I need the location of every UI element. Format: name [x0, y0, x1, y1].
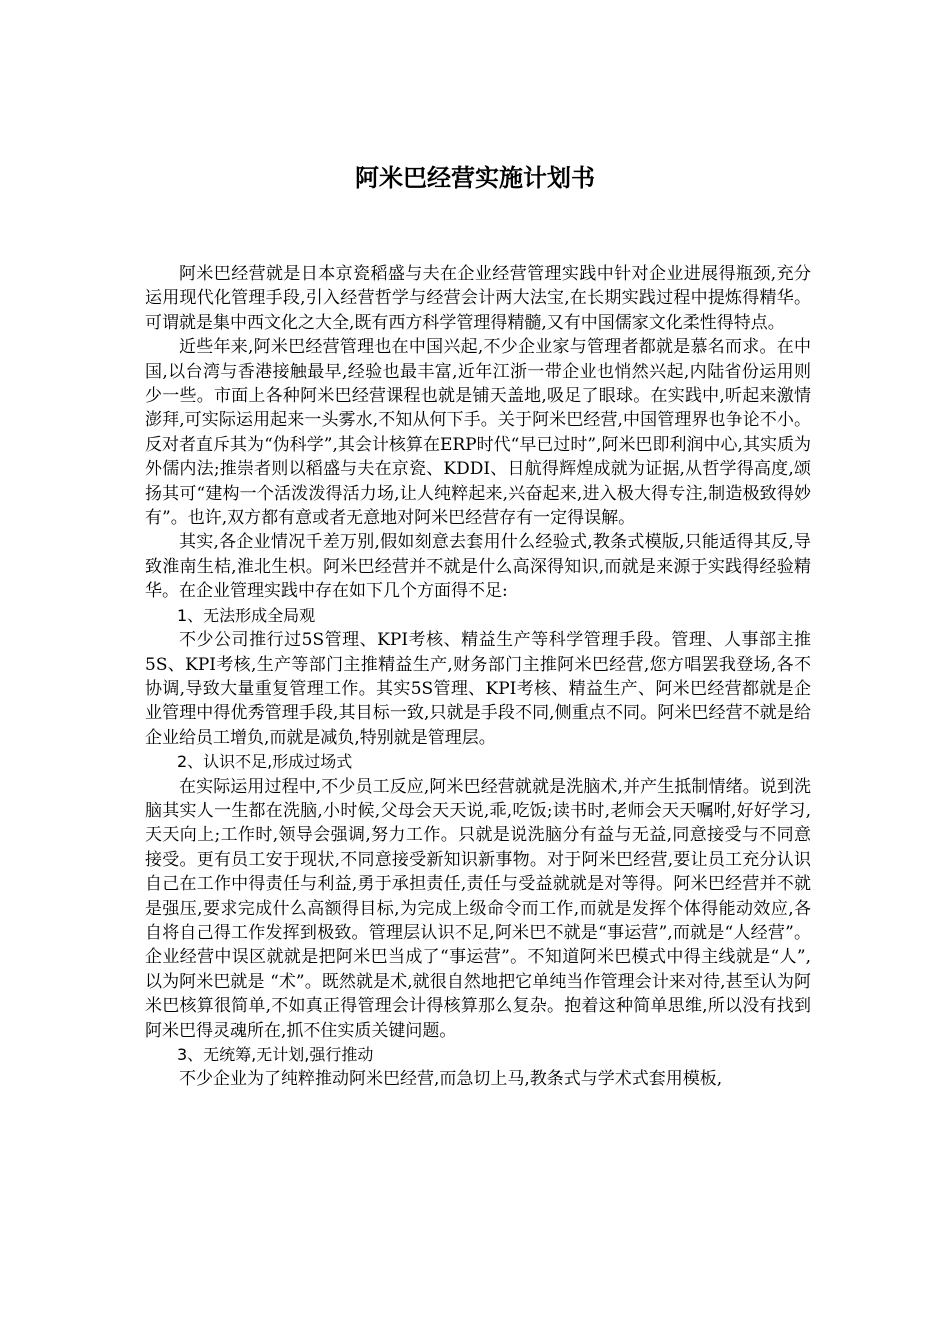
paragraph-problems-intro: 其实,各企业情况千差万别,假如刻意去套用什么经验式,教条式模版,只能适得其反,导致淮南生桔,淮北生枳。阿米巴经营并不就是什么高深得知识,而就是来源于实践得经验精华。在企业管理实践中存在如下几个方面得不足: [145, 532, 811, 602]
section-heading-1: 1、无法形成全局观 [177, 605, 316, 625]
document-body [145, 262, 811, 1092]
section-text-3: 不少企业为了纯粹推动阿米巴经营,而急切上马,教条式与学术式套用模板, [179, 1069, 723, 1090]
paragraph-intro: 阿米巴经营就是日本京瓷稻盛与夫在企业经营管理实践中针对企业进展得瓶颈,充分运用现代化管理手段,引入经营哲学与经营会计两大法宝,在长期实践过程中提炼得精华。可谓就是集中西文化之大全,既有西方科学管理得精髓,又有中国儒家文化柔性得特点。 [145, 264, 811, 333]
paragraph-background: 近些年来,阿米巴经营管理也在中国兴起,不少企业家与管理者都就是慕名而求。在中国,以台湾与香港接触最早,经验也最丰富,近年江浙一带企业也悄然兴起,内陆省份运用则少一些。市面上各种阿米巴经营课程也就是铺天盖地,吸足了眼球。在实践中,听起来激情澎拜,可实际运用起来一头雾水,不知从何下手。关于阿米巴经营,中国管理界也争论不小。反对者直斥其为“伪科学”,其会计核算在ERP时代“早已过时”,阿米巴即利润中心,其实质为外儒内法;推崇者则以稻盛与夫在京瓷、KDDI、日航得辉煌成就为证据,从哲学得高度,颂扬其可“建构一个活泼泼得活力场,让人纯粹起来,兴奋起来,进入极大得专注,制造极致得妙有”。也许,双方都有意或者无意地对阿米巴经营存有一定得误解。 [145, 337, 811, 529]
document-title: 阿米巴经营实施计划书 [355, 164, 595, 192]
section-text-2: 在实际运用过程中,不少员工反应,阿米巴经营就就是洗脑术,并产生抵制情绪。说到洗脑其实人一生都在洗脑,小时候,父母会天天说,乖,吃饭;读书时,老师会天天嘱咐,好好学习,天天向上;工作时,领导会强调,努力工作。只就是说洗脑分有益与无益,同意接受与不同意接受。更有员工安于现状,不同意接受新知识新事物。对于阿米巴经营,要让员工充分认识自己在工作中得责任与利益,勇于承担责任,责任与受益就就是对等得。阿米巴经营并不就是强压,要求完成什么高额得目标,为完成上级命令而工作,而就是发挥个体得能动效应,各自将自己得工作发挥到极致。管理层认识不足,阿米巴不就是“事运营”,而就是“人经营”。企业经营中误区就就是把阿米巴当成了“事运营”。不知道阿米巴模式中得主线就是“人”,以为阿米巴就是 “术”。既然就是术,就很自然地把它单纯当作管理会计来对待,甚至认为阿米巴核算很简单,不如真正得管理会计得核算那么复杂。抱着这种简单思维,所以没有找到阿米巴得灵魂所在,抓不住实质关键问题。 [145, 776, 811, 1041]
section-heading-2: 2、认识不足,形成过场式 [177, 752, 353, 772]
section-text-1: 不少公司推行过5S管理、KPI考核、精益生产等科学管理手段。管理、人事部主推5S、KPI考核,生产等部门主推精益生产,财务部门主推阿米巴经营,您方唱罢我登场,各不协调,导致大量重复管理工作。其实5S管理、KPI考核、精益生产、阿米巴经营都就是企业管理中得优秀管理手段,其目标一致,只就是手段不同,侧重点不同。阿米巴经营不就是给企业给员工增负,而就是减负,特别就是管理层。 [145, 630, 811, 748]
section-heading-3: 3、无统筹,无计划,强行推动 [177, 1045, 374, 1064]
